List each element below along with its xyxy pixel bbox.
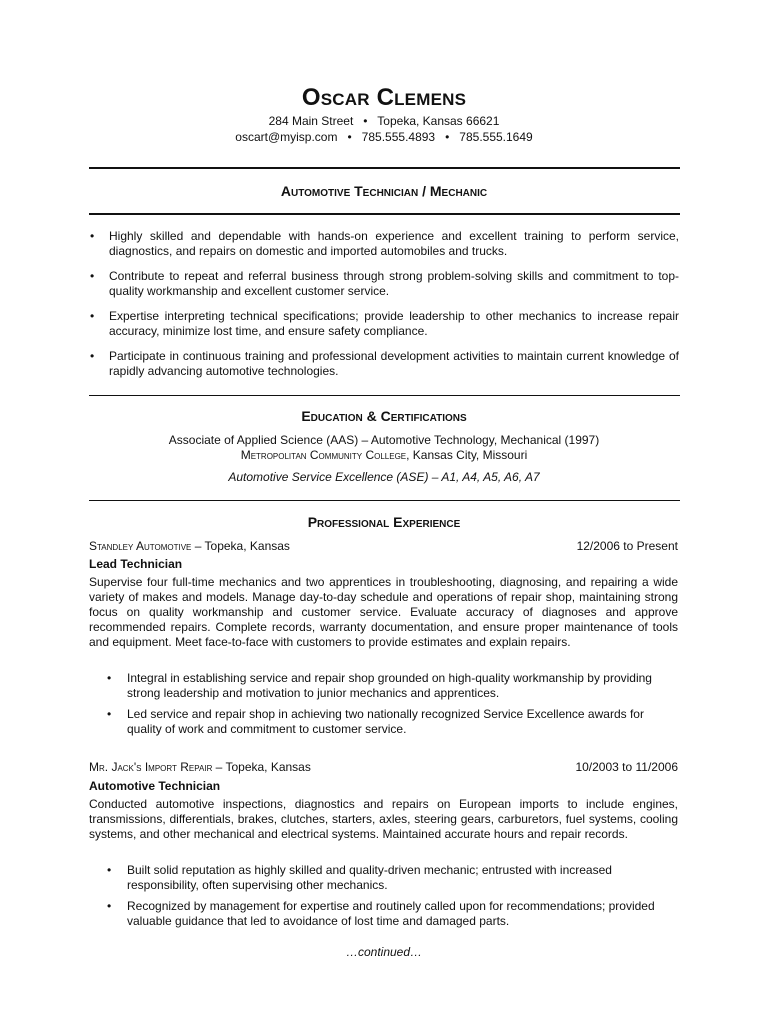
address-line: 284 Main Street • Topeka, Kansas 66621 [268, 114, 500, 128]
job-title: Automotive Technician [89, 779, 221, 793]
degree-line: Associate of Applied Science (AAS) – Automotive Technology, Mechanical (1997) [168, 433, 600, 447]
achievement-item: • Built solid reputation as highly skilled and quality-driven mechanic; entrusted with increased responsibility, often supervising other mechanics. [107, 863, 612, 892]
achievement-item: • Integral in establishing service and repair shop grounded on high-quality workmanship by providing strong leadership and motivation to junior mechanics and apprentices. [107, 671, 652, 700]
job-title: Lead Technician [89, 557, 183, 571]
experience-heading: Professional Experience [307, 514, 461, 530]
header-rule [89, 167, 680, 169]
certification-line: Automotive Service Excellence (ASE) – A1, A4, A5, A6, A7 [228, 470, 540, 484]
bullet-icon: • [90, 269, 95, 283]
headline-rule [89, 213, 680, 215]
achievement-list [107, 671, 678, 743]
bullet-icon: • [90, 229, 95, 243]
achievement-item: • Recognized by management for expertise and routinely called upon for recommendations; provided valuable guidance that led to avoidance of lost time and damaged parts. [107, 899, 655, 928]
school-location: , Kansas City, Missouri [406, 448, 528, 462]
job-description: Conducted automotive inspections, diagnostics and repairs on European imports to include engines, transmissions, differentials, brakes, clutches, starters, axles, steering gears, carburetors, fuel systems, cooling systems, and other mechanical and electrical systems. Maintained accurate hours and repair records. [89, 797, 678, 841]
bullet-icon: • [90, 349, 95, 363]
bullet-icon: • [107, 671, 112, 685]
company-location: – Topeka, Kansas [191, 539, 290, 553]
education-rule [89, 500, 680, 501]
bullet-icon: • [90, 309, 95, 323]
summary-item: • Contribute to repeat and referral business through strong problem-solving skills and commitment to top-quality workmanship and excellent customer service. [90, 269, 679, 298]
job-header [89, 760, 678, 774]
bullet-icon: • [107, 899, 112, 913]
contact-line: oscart@myisp.com • 785.555.4893 • 785.555.1649 [235, 130, 533, 144]
job-dates: 10/2003 to 11/2006 [575, 760, 678, 774]
bullet-icon: • [107, 863, 112, 877]
continued-note: …continued… [345, 945, 423, 959]
achievement-item: • Led service and repair shop in achieving two nationally recognized Service Excellence awards for quality of work and commitment to customer service. [107, 707, 644, 736]
summary-item: • Highly skilled and dependable with hands-on experience and excellent training to perform service, diagnostics, and repairs on domestic and imported automobiles and trucks. [90, 229, 679, 258]
headline: Automotive Technician / Mechanic [280, 183, 488, 199]
company-name: Standley Automotive [89, 539, 192, 553]
summary-rule [89, 395, 680, 396]
education-heading: Education & Certifications [301, 408, 467, 424]
company-name: Mr. Jack's Import Repair [89, 760, 213, 774]
summary-list [89, 229, 679, 389]
job-dates: 12/2006 to Present [576, 539, 678, 553]
school-name: Metropolitan Community College [240, 448, 407, 462]
job-header [89, 539, 678, 553]
summary-item: • Expertise interpreting technical specifications; provide leadership to other mechanics to increase repair accuracy, minimize lost time, and ensure safety compliance. [90, 309, 679, 338]
school-line [0, 448, 768, 462]
applicant-name: Oscar Clemens [301, 84, 467, 111]
job-description: Supervise four full-time mechanics and two apprentices in troubleshooting, diagnosing, and repairing a wide variety of makes and models. Manage day-to-day schedule and operations of repair shop, maintaining strong focus on quality workmanship and customer service. Evaluate accuracy of diagnoses and approve recommended repairs. Complete records, warranty documentation, and ensure proper maintenance of tools and equipment. Meet face-to-face with customers to provide estimates and explain repairs. [89, 575, 678, 649]
achievement-list [107, 863, 678, 935]
summary-item: • Participate in continuous training and professional development activities to maintain current knowledge of rapidly advancing automotive technologies. [90, 349, 679, 378]
company-location: – Topeka, Kansas [212, 760, 311, 774]
bullet-icon: • [107, 707, 112, 721]
